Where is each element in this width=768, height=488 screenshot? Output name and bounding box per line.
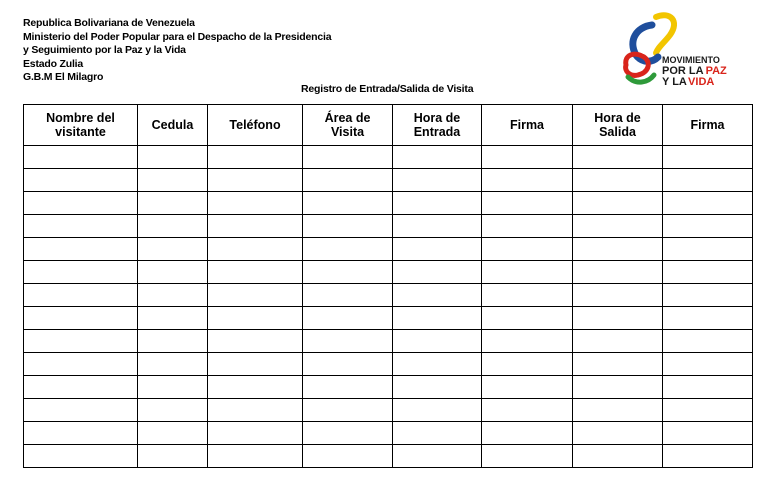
table-cell[interactable] [393,284,482,307]
table-cell[interactable] [138,399,208,422]
table-cell[interactable] [138,261,208,284]
column-header-id-number: Cedula [138,105,208,146]
table-cell[interactable] [138,422,208,445]
table-cell[interactable] [303,353,393,376]
table-cell[interactable] [663,284,753,307]
table-cell[interactable] [24,422,138,445]
table-cell[interactable] [482,284,573,307]
table-cell[interactable] [138,146,208,169]
table-cell[interactable] [24,399,138,422]
table-cell[interactable] [24,307,138,330]
table-cell[interactable] [573,192,663,215]
table-row [24,284,753,307]
table-cell[interactable] [138,307,208,330]
table-cell[interactable] [303,422,393,445]
table-cell[interactable] [663,307,753,330]
table-row [24,192,753,215]
table-cell[interactable] [393,146,482,169]
table-cell[interactable] [393,215,482,238]
table-cell[interactable] [393,307,482,330]
table-cell[interactable] [303,169,393,192]
column-header-entry-time: Hora de Entrada [393,105,482,146]
column-header-phone: Teléfono [208,105,303,146]
table-row [24,353,753,376]
header-line: Estado Zulia [23,57,84,70]
table-cell[interactable] [663,261,753,284]
logo-yellow-swirl [656,15,674,53]
logo-text-line1: MOVIMIENTO [662,55,720,65]
table-cell[interactable] [573,238,663,261]
table-cell[interactable] [573,353,663,376]
table-cell[interactable] [393,238,482,261]
column-header-visit-area: Área de Visita [303,105,393,146]
table-row [24,330,753,353]
table-row [24,445,753,468]
table-cell[interactable] [573,422,663,445]
table-cell[interactable] [303,399,393,422]
table-cell[interactable] [393,445,482,468]
table-row [24,422,753,445]
table-cell[interactable] [663,192,753,215]
table-cell[interactable] [573,307,663,330]
table-cell[interactable] [208,376,303,399]
table-cell[interactable] [24,238,138,261]
table-cell[interactable] [208,445,303,468]
table-cell[interactable] [138,330,208,353]
table-cell[interactable] [24,330,138,353]
table-cell[interactable] [482,238,573,261]
table-row [24,169,753,192]
table-cell[interactable] [208,169,303,192]
table-cell[interactable] [138,238,208,261]
table-cell[interactable] [138,284,208,307]
table-cell[interactable] [24,169,138,192]
movimiento-paz-vida-logo [618,11,728,89]
table-cell[interactable] [482,192,573,215]
table-cell[interactable] [208,422,303,445]
table-cell[interactable] [208,284,303,307]
table-cell[interactable] [482,353,573,376]
logo-text-vida: VIDA [688,76,715,88]
table-cell[interactable] [24,445,138,468]
table-cell[interactable] [303,330,393,353]
table-cell[interactable] [208,261,303,284]
table-cell[interactable] [24,146,138,169]
table-cell[interactable] [663,146,753,169]
table-cell[interactable] [303,445,393,468]
table-cell[interactable] [482,215,573,238]
table-cell[interactable] [208,215,303,238]
table-cell[interactable] [663,422,753,445]
table-row [24,261,753,284]
table-body [24,146,753,468]
table-cell[interactable] [573,215,663,238]
visit-register-table [23,104,753,468]
table-cell[interactable] [482,399,573,422]
table-cell[interactable] [208,330,303,353]
table-cell[interactable] [393,353,482,376]
column-header-exit-time: Hora de Salida [573,105,663,146]
table-cell[interactable] [24,261,138,284]
table-cell[interactable] [303,261,393,284]
svg-text:Y LAVIDA [662,76,714,88]
table-cell[interactable] [303,215,393,238]
table-cell[interactable] [663,169,753,192]
table-cell[interactable] [393,422,482,445]
table-cell[interactable] [24,192,138,215]
table-cell[interactable] [24,284,138,307]
header-line: Ministerio del Poder Popular para el Despacho de la Presidencia [23,30,332,43]
table-cell[interactable] [393,192,482,215]
table-cell[interactable] [393,376,482,399]
table-row [24,307,753,330]
column-header-visitor-name: Nombre del visitante [24,105,138,146]
table-cell[interactable] [138,445,208,468]
table-cell[interactable] [663,330,753,353]
table-cell[interactable] [663,399,753,422]
table-cell[interactable] [208,146,303,169]
table-row [24,238,753,261]
table-row [24,146,753,169]
table-cell[interactable] [573,445,663,468]
document-title: Registro de Entrada/Salida de Visita [301,83,474,95]
logo-text-por-la: POR LA [662,65,704,77]
table-cell[interactable] [208,353,303,376]
table-cell[interactable] [573,146,663,169]
table-cell[interactable] [138,376,208,399]
table-cell[interactable] [24,215,138,238]
column-header-exit-signature: Firma [663,105,753,146]
table-cell[interactable] [482,261,573,284]
table-row [24,399,753,422]
column-header-entry-signature: Firma [482,105,573,146]
table-cell[interactable] [663,445,753,468]
table-cell[interactable] [303,146,393,169]
table-cell[interactable] [393,261,482,284]
table-cell[interactable] [208,192,303,215]
table-cell[interactable] [482,330,573,353]
header-line: y Seguimiento por la Paz y la Vida [23,44,186,56]
table-cell[interactable] [208,307,303,330]
header-line: G.B.M El Milagro [23,71,104,83]
table-cell[interactable] [663,376,753,399]
table-header-row [24,105,753,146]
table-cell[interactable] [482,169,573,192]
table-cell[interactable] [303,307,393,330]
table-row [24,376,753,399]
table-cell[interactable] [138,192,208,215]
table-cell[interactable] [208,238,303,261]
header-line: Republica Bolivariana de Venezuela [23,17,195,29]
table-cell[interactable] [573,376,663,399]
table-cell[interactable] [663,215,753,238]
table-cell[interactable] [663,353,753,376]
table-cell[interactable] [138,215,208,238]
table-cell[interactable] [138,353,208,376]
logo-text-paz: PAZ [705,65,727,77]
table-cell[interactable] [663,238,753,261]
table-row [24,215,753,238]
table-cell[interactable] [393,399,482,422]
table-cell[interactable] [573,261,663,284]
table-cell[interactable] [573,330,663,353]
table-cell[interactable] [482,445,573,468]
table-cell[interactable] [24,376,138,399]
table-cell[interactable] [573,284,663,307]
table-cell[interactable] [573,399,663,422]
institution-header [23,17,331,85]
table-cell[interactable] [482,307,573,330]
table-cell[interactable] [208,399,303,422]
table-cell[interactable] [393,330,482,353]
logo-text-y-la: Y LA [662,76,687,88]
table-cell[interactable] [482,376,573,399]
table-cell[interactable] [24,353,138,376]
table-cell[interactable] [138,169,208,192]
table-cell[interactable] [393,169,482,192]
table-cell[interactable] [573,169,663,192]
table-cell[interactable] [303,376,393,399]
table-cell[interactable] [303,238,393,261]
table-cell[interactable] [303,192,393,215]
table-cell[interactable] [482,422,573,445]
table-cell[interactable] [303,284,393,307]
table-cell[interactable] [482,146,573,169]
